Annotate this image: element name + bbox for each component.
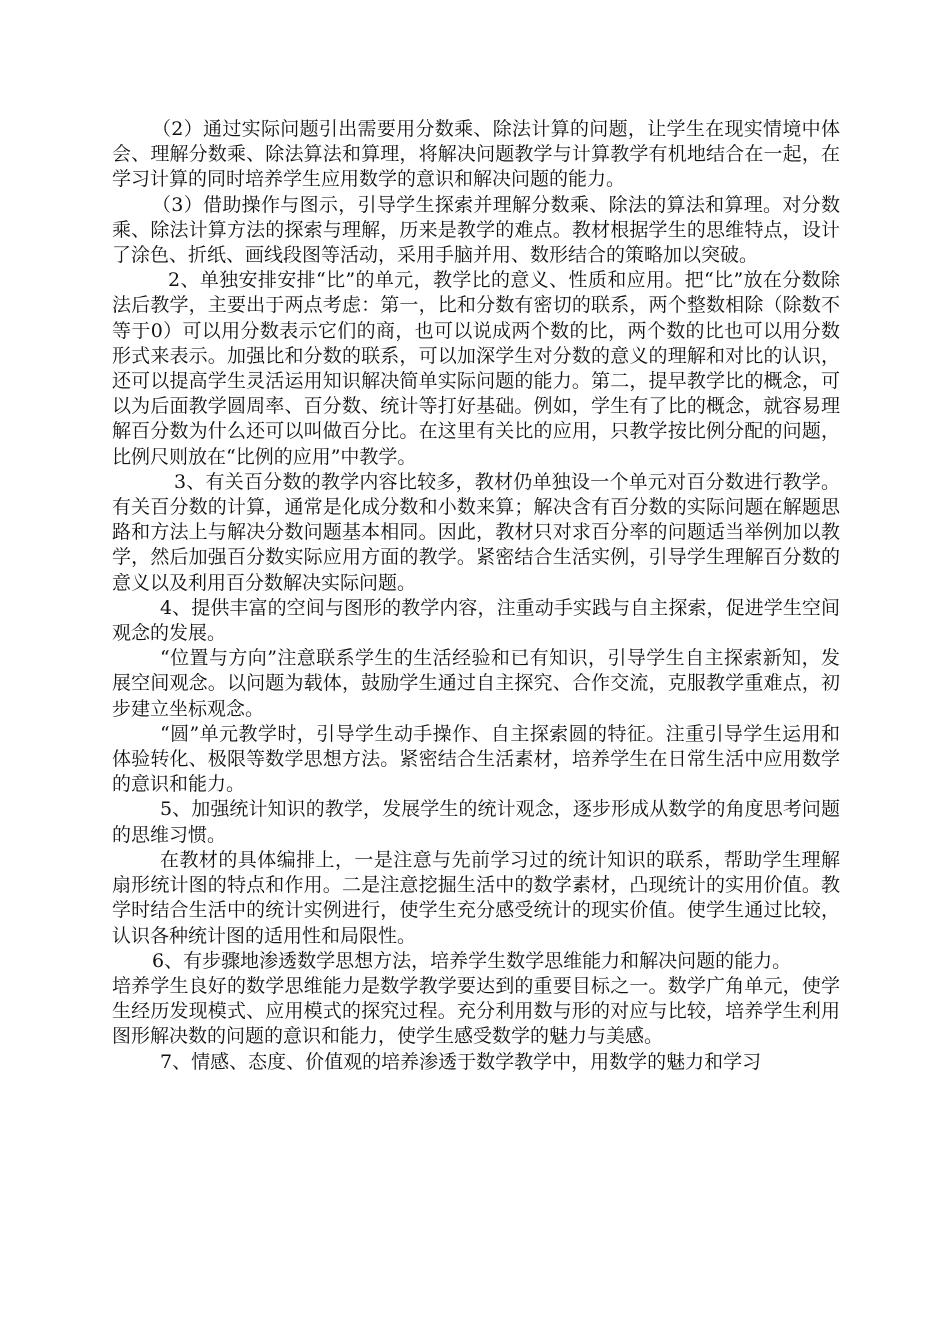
paragraph-fraction-operations-diagrams: （3）借助操作与图示，引导学生探索并理解分数乘、除法的算法和算理。对分数乘、除法计算方法的探索与理解，历来是教学的难点。教材根据学生的思维特点，设计了涂色、折纸、画线段图等活动，采用手脑并用、数形结合的策略加以突破。 [112,193,840,267]
paragraph-mathematical-thinking: 6、有步骤地渗透数学思想方法，培养学生数学思维能力和解决问题的能力。 [152,949,792,972]
paragraph-emotions-attitudes-values: 7、情感、态度、价值观的培养渗透于数学教学中，用数学的魅力和学习 [160,1050,762,1073]
paragraph-statistics: 5、加强统计知识的教学，发展学生的统计观念，逐步形成从数学的角度思考问题的思维习惯。 [112,798,840,846]
paragraph-circle-unit: “圆”单元教学时，引导学生动手操作、自主探索圆的特征。注重引导学生运用和体验转化、极限等数学思想方法。紧密结合生活素材，培养学生在日常生活中应用数学的意识和能力。 [112,722,840,796]
document-page [112,117,840,1075]
paragraph-space-and-shapes: 4、提供丰富的空间与图形的教学内容，注重动手实践与自主探索，促进学生空间观念的发展。 [112,596,840,645]
paragraph-statistics-arrangement: 在教材的具体编排上，一是注意与先前学习过的统计知识的联系，帮助学生理解扇形统计图的特点和作用。二是注意挖掘生活中的数学素材，凸现统计的实用价值。教学时结合生活中的统计实例进行，使学生充分感受统计的现实价值。使学生通过比较，认识各种统计图的适用性和局限性。 [112,848,840,947]
paragraph-percentage-unit: 3、有关百分数的教学内容比较多，教材仍单独设一个单元对百分数进行教学。有关百分数的计算，通常是化成分数和小数来算；解决含有百分数的实际问题在解题思路和方法上与解决分数问题基本相同。因此，教材只对求百分率的问题适当举例加以教学，然后加强百分数实际应用方面的教学。紧密结合生活实例，引导学生理解百分数的意义以及利用百分数解决实际问题。 [112,470,840,594]
paragraph-position-and-direction: “位置与方向”注意联系学生的生活经验和已有知识，引导学生自主探索新知，发展空间观念。以问题为载体，鼓励学生通过自主探究、合作交流，克服教学重难点，初步建立坐标观念。 [112,647,840,720]
paragraph-ratio-unit: 2、单独安排安排“比”的单元，教学比的意义、性质和应用。把“比”放在分数除法后教学，主要出于两点考虑：第一，比和分数有密切的联系，两个整数相除（除数不等于0）可以用分数表示它们的商，也可以说成两个数的比，两个数的比也可以用分数形式来表示。加强比和分数的联系，可以加深学生对分数的意义的理解和对比的认识，还可以提高学生灵活运用知识解决简单实际问题的能力。第二，提早教学比的概念，可以为后面教学圆周率、百分数、统计等打好基础。例如，学生有了比的概念，就容易理解百分数为什么还可以叫做百分比。在这里有关比的应用，只教学按比例分配的问题，比例尺则放在“比例的应用”中教学。 [112,269,840,468]
paragraph-fraction-word-problems: （2）通过实际问题引出需要用分数乘、除法计算的问题，让学生在现实情境中体会、理解分数乘、除法算法和算理，将解决问题教学与计算教学有机地结合在一起，在学习计算的同时培养学生应用数学的意识和解决问题的能力。 [112,118,840,191]
paragraph-math-wide-angle: 培养学生良好的数学思维能力是数学教学要达到的重要目标之一。数学广角单元，使学生经历发现模式、应用模式的探究过程。充分利用数与形的对应与比较，培养学生利用图形解决数的问题的意识和能力，使学生感受数学的魅力与美感。 [112,974,840,1048]
